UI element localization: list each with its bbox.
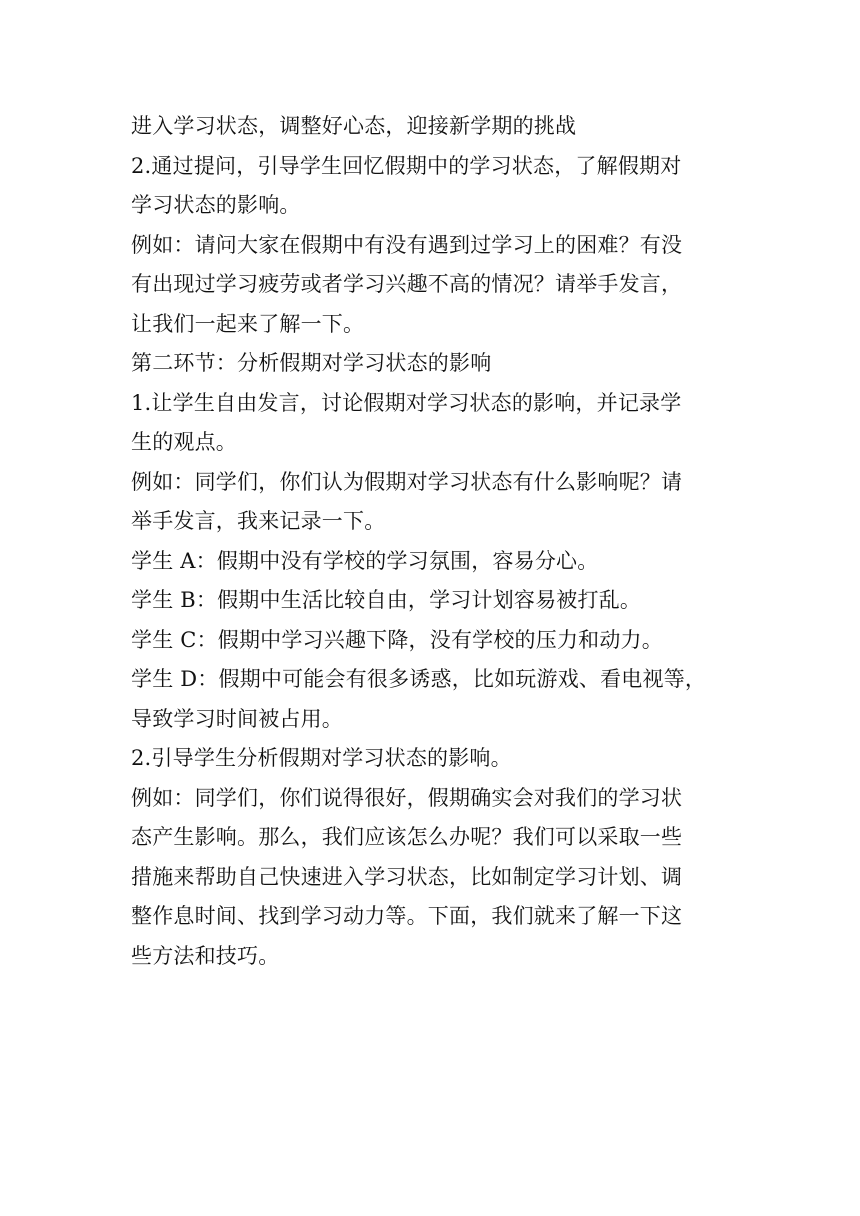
text-line: 些方法和技巧。 <box>131 943 280 968</box>
text-line: 有出现过学习疲劳或者学习兴趣不高的情况？请举手发言， <box>131 272 683 296</box>
student-response: 学生 B：假期中生活比较自由，学习计划容易被打乱。 <box>131 588 642 612</box>
section-heading: 第二环节：分析假期对学习状态的影响 <box>131 351 492 375</box>
text-line: 举手发言，我来记录一下。 <box>131 509 386 533</box>
text-line: 进入学习状态，调整好心态，迎接新学期的挑战 <box>131 114 577 138</box>
student-response: 学生 C：假期中学习兴趣下降，没有学校的压力和动力。 <box>131 627 663 652</box>
text-line: 导致学习时间被占用。 <box>131 706 343 731</box>
text-line: 1.让学生自由发言，讨论假期对学习状态的影响，并记录学 <box>131 390 682 415</box>
document-body <box>131 107 733 976</box>
student-response: 学生 D：假期中可能会有很多诱惑，比如玩游戏、看电视等， <box>131 667 707 691</box>
text-line: 态产生影响。那么，我们应该怎么办呢？我们可以采取一些 <box>131 825 683 849</box>
text-line: 例如：同学们，你们认为假期对学习状态有什么影响呢？请 <box>131 469 683 494</box>
text-line: 例如：请问大家在假期中有没有遇到过学习上的困难？有没 <box>131 232 683 257</box>
text-line: 2.通过提问，引导学生回忆假期中的学习状态，了解假期对 <box>131 153 682 178</box>
text-line: 2.引导学生分析假期对学习状态的影响。 <box>131 746 512 770</box>
text-line: 学习状态的影响。 <box>131 193 301 217</box>
text-line: 生的观点。 <box>131 430 237 454</box>
text-line: 让我们一起来了解一下。 <box>131 311 365 336</box>
student-response: 学生 A：假期中没有学校的学习氛围，容易分心。 <box>131 548 599 573</box>
text-line: 例如：同学们，你们说得很好，假期确实会对我们的学习状 <box>131 785 683 810</box>
text-line: 整作息时间、找到学习动力等。下面，我们就来了解一下这 <box>131 904 683 928</box>
text-line: 措施来帮助自己快速进入学习状态，比如制定学习计划、调 <box>131 864 683 889</box>
